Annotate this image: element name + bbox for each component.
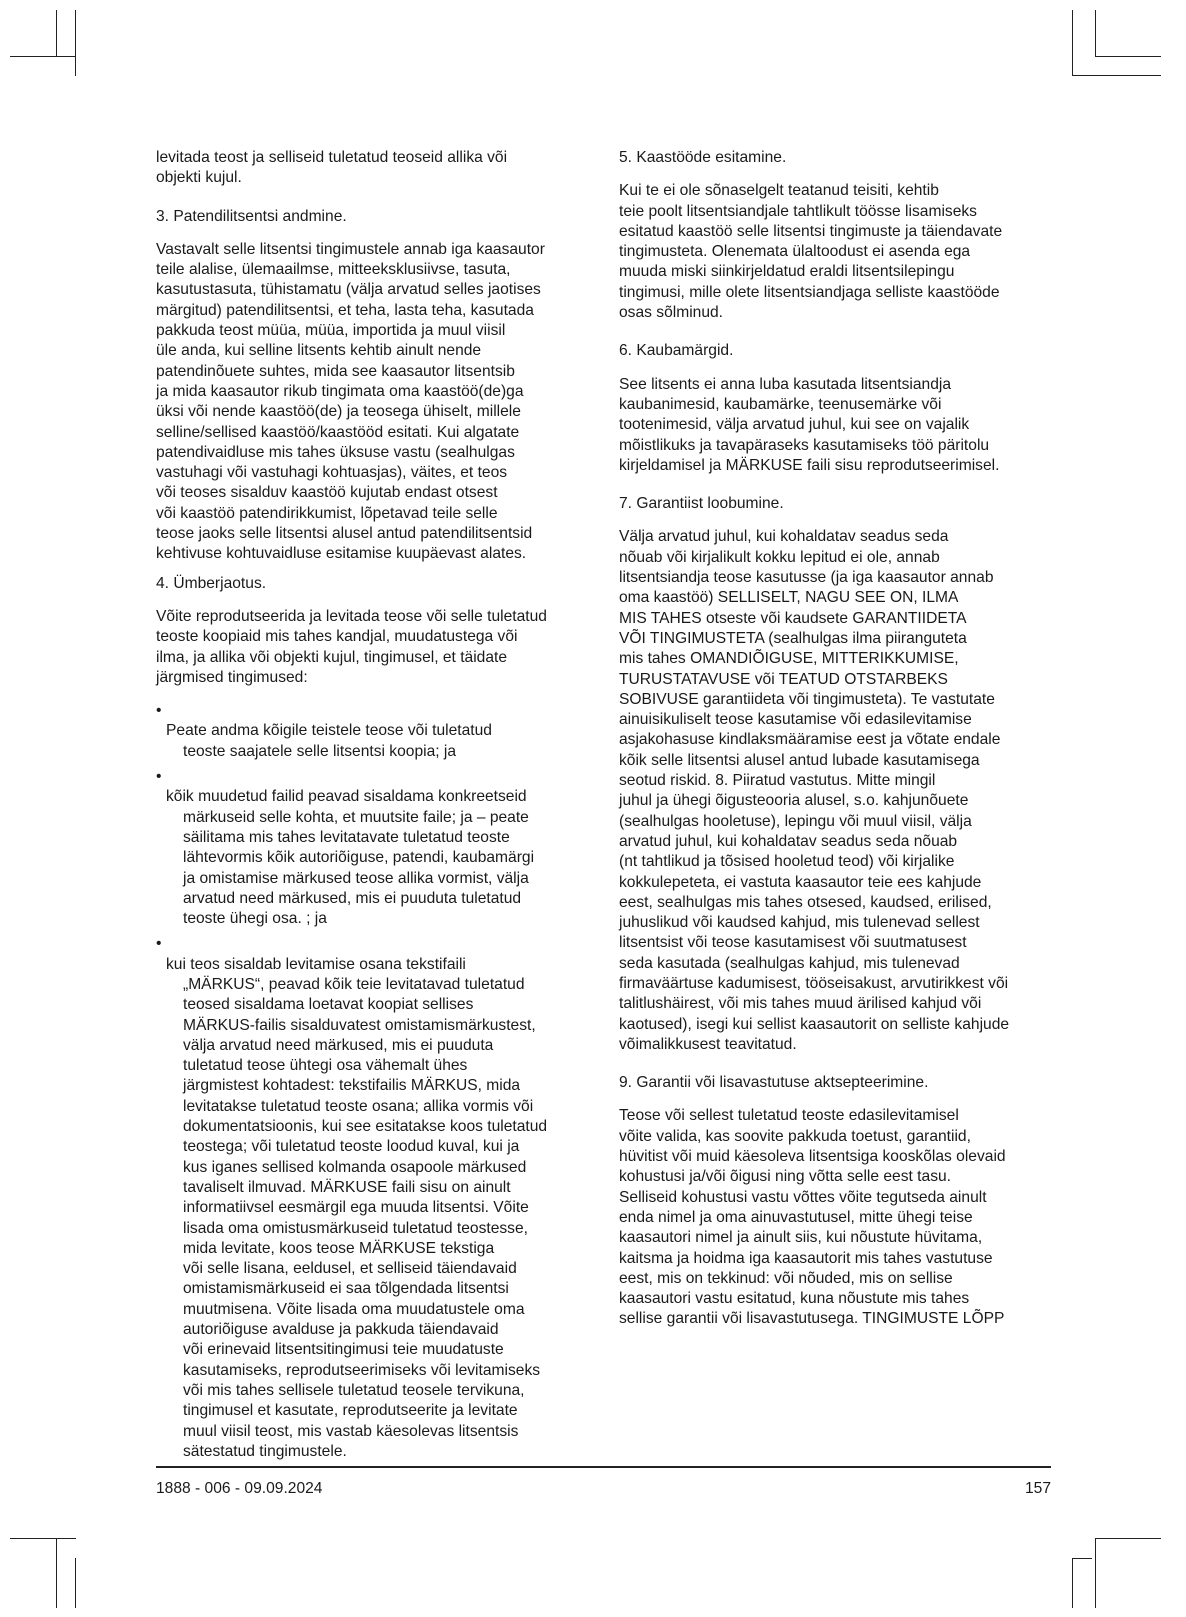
footer-doc-code: 1888 - 006 - 09.09.2024 <box>156 1480 323 1497</box>
list-item-text: teoste saajatele selle litsentsi koopia; ja <box>183 742 457 760</box>
section-3-body: Vastavalt selle litsentsi tingimustele annab iga kaasautor teile alalise, ülemaailmse, mitteeksklusiivse, tasuta, kasutustasuta, tühistamatu (välja arvatud selles jaotises märgitud) patendilitsentsi, et teha, lasta teha, kasutada pakkuda teost müüa, müüa, importida ja muul viisil üle anda, kui selline litsents kehtib ainult nende patendinõuete suhtes, mida see kaasautor litsentsib ja mida kaasautor rikub tingimata oma kaastöö(de)ga üksi või nende kaastöö(de) ja teosega ühiselt, millele selline/sellised kaastöö/kaastööd esitati. Kui algatate patendivaidluse mis tahes üksuse vastu (sealhulgas vastuhagi või vastuhagi kohtuasjas), väites, et teos või teoses sisalduv kaastöö kujutab endast otsest või kaastöö patendirikkumist, lõpetavad teile selle teose jaoks selle litsentsi alusel antud patendilitsentsid kehtivuse kohtuvaidluse esitamise kuupäevast alates. <box>156 240 545 563</box>
bullet-symbol: • <box>156 768 162 786</box>
list-item <box>156 767 596 929</box>
list-item-text: märkuseid selle kohta, et muutsite faile; ja – peate säilitama mis tahes levitatavate tuletatud teoste lähtevormis kõik autoriõiguse, patendi, kaubamärgi ja omistamise märkused teose allika vormist, välja arvatud need märkused, mis ei puuduta tuletatud teoste ühegi osa. ; ja <box>183 808 535 928</box>
section-6-body: See litsents ei anna luba kasutada litsentsiandja kaubanimesid, kaubamärke, teenusemärke või tootenimesid, välja arvatud juhul, kui see on vajalik mõistlikuks ja tavapäraseks kasutamiseks töö päritolu kirjeldamisel ja MÄRKUSE faili sisu reprodutseerimisel. <box>619 375 1000 474</box>
section-9-body: Teose või sellest tuletatud teoste edasilevitamisel võite valida, kas soovite pakkuda toetust, garantiid, hüvitist või muid käesoleva litsentsiga kooskõlas olevaid kohustusi ja/või õigusi ning võtta selle eest tasu. Selliseid kohustusi vastu võttes võite tegutseda ainult enda nimel ja oma ainuvastutusel, mitte ühegi teise kaasautori nimel ja ainult siis, kui nõustute hüvitama, kaitsma ja hoidma iga kaasautorit mis tahes vastutuse eest, mis on tekkinud: või nõuded, mis on sellise kaasautori vastu esitatud, kuna nõustute mis tahes sellise garantii või lisavastutusega. TINGIMUSTE LÕPP <box>619 1107 1006 1328</box>
list-item-first-line: Peate andma kõigile teistele teose või tuletatud <box>166 722 492 740</box>
right-column <box>619 148 1049 1330</box>
section-3-heading: 3. Patendilitsentsi andmine. <box>156 207 347 225</box>
list-item <box>156 701 596 762</box>
section-6-heading: 6. Kaubamärgid. <box>619 342 734 360</box>
section-7-body: Välja arvatud juhul, kui kohaldatav seadus seda nõuab või kirjalikult kokku lepitud ei ole, annab litsentsiandja teose kasutusse (ja iga kaasautor annab oma kaastöö) SELLISELT, NAGU SEE ON, ILMA MIS TAHES otseste või kaudsete GARANTIIDETA VÕI TINGIMUSTETA (sealhulgas ilma piiranguteta mis tahes OMANDIÕIGUSE, MITTERIKKUMISE, TURUSTATAVUSE või TEATUD OTSTARBEKS SOBIVUSE garantiideta või tingimusteta). Te vastutate ainuisikuliselt teose kasutamise või edasilevitamise asjakohasuse kindlaksmääramise eest ja võtate endale kõik selle litsentsi alusel antud lubade kasutamisega seotud riskid. 8. Piiratud vastutus. Mitte mingil juhul ja ühegi õigusteooria alusel, s.o. kahjunõuete (sealhulgas hooletuse), lepingu või muul viisil, välja arvatud juhul, kui kohaldatav seadus seda nõuab (nt tahtlikud ja tõsised hooletud teod) või kirjalike kokkulepeteta, ei vastuta kaasautor teie ees kahjude eest, sealhulgas mis tahes otsesed, kaudsed, erilised, juhuslikud või kaudsed kahjud, mis tulenevad sellest litsentsist või teose kasutamisest või suutmatusest seda kasutada (sealhulgas kahjud, mis tulenevad firmaväärtuse kadumisest, tööseisakust, arvutirikkest või talitlushäirest, või mis tahes muud ärilised kahjud või kaotused), isegi kui sellist kaasautorit on selliste kahjude võimalikkusest teavitatud. <box>619 528 1010 1053</box>
section-5-heading: 5. Kaastööde esitamine. <box>619 149 787 166</box>
list-item-first-line: kui teos sisaldab levitamise osana tekstifaili <box>166 955 466 973</box>
intro-paragraph: levitada teost ja selliseid tuletatud teoseid allika või objekti kujul. <box>156 149 508 187</box>
bullet-symbol: • <box>156 935 162 953</box>
list-item <box>156 934 596 1462</box>
list-item-first-line: kõik muudetud failid peavad sisaldama konkreetseid <box>166 788 527 806</box>
page-number: 157 <box>1024 1480 1051 1497</box>
left-column <box>156 148 596 1467</box>
bullet-symbol: • <box>156 702 162 720</box>
footer-rule <box>156 1466 1051 1468</box>
section-5-body: Kui te ei ole sõnaselgelt teatanud teisiti, kehtib teie poolt litsentsiandjale tahtlikult töösse lisamiseks esitatud kaastöö selle litsentsi tingimuste ja täiendavate tingimusteta. Olenemata ülaltoodust ei asenda ega muuda miski siinkirjeldatud eraldi litsentsilepingu tingimusi, mille olete litsentsiandjaga selliste kaastööde osas sõlminud. <box>619 182 1003 322</box>
section-9-heading: 9. Garantii või lisavastutuse aktsepteerimine. <box>619 1074 929 1092</box>
list-item-text: „MÄRKUS“, peavad kõik teie levitatavad tuletatud teosed sisaldama loetavat koopiat sellises MÄRKUS-failis sisalduvatest omistamismärkustest, välja arvatud need märkused, mis ei puuduta tuletatud teose ühtegi osa vähemalt ühes järgmistest kohtadest: tekstifailis MÄRKUS, mida levitatakse tuletatud teoste osana; allika vormis või dokumentatsioonis, kui see esitatakse koos tuletatud teostega; või tuletatud teoste loodud kuval, kui ja kus iganes sellised kolmanda osapoole märkused tavaliselt ilmuvad. MÄRKUSE faili sisu on ainult informatiivsel eesmärgil ega muuda litsentsi. Võite lisada oma omistusmärkuseid tuletatud teostesse, mida levitate, koos teose MÄRKUSE tekstiga või selle lisana, eeldusel, et selliseid täiendavaid omistamismärkuseid ei saa tõlgendada litsentsi muutmisena. Võite lisada oma muudatustele oma autoriõiguse avalduse ja pakkuda täiendavaid või erinevaid litsentsitingimusi teie muudatuste kasutamiseks, reprodutseerimiseks või levitamiseks või mis tahes sellisele tuletatud teosele tervikuna, tingimusel et kasutate, reprodutseerite ja levitate muul viisil teost, mis vastab käesolevas litsentsis sätestatud tingimustele. <box>183 975 548 1460</box>
section-7-heading: 7. Garantiist loobumine. <box>619 495 784 513</box>
conditions-list <box>156 701 596 1462</box>
section-4-heading: 4. Ümberjaotus. <box>156 574 267 592</box>
section-4-body: Võite reprodutseerida ja levitada teose või selle tuletatud teoste koopiaid mis tahes kandjal, muudatustega või ilma, ja allika või objekti kujul, tingimusel, et täidate järgmised tingimused: <box>156 607 547 686</box>
